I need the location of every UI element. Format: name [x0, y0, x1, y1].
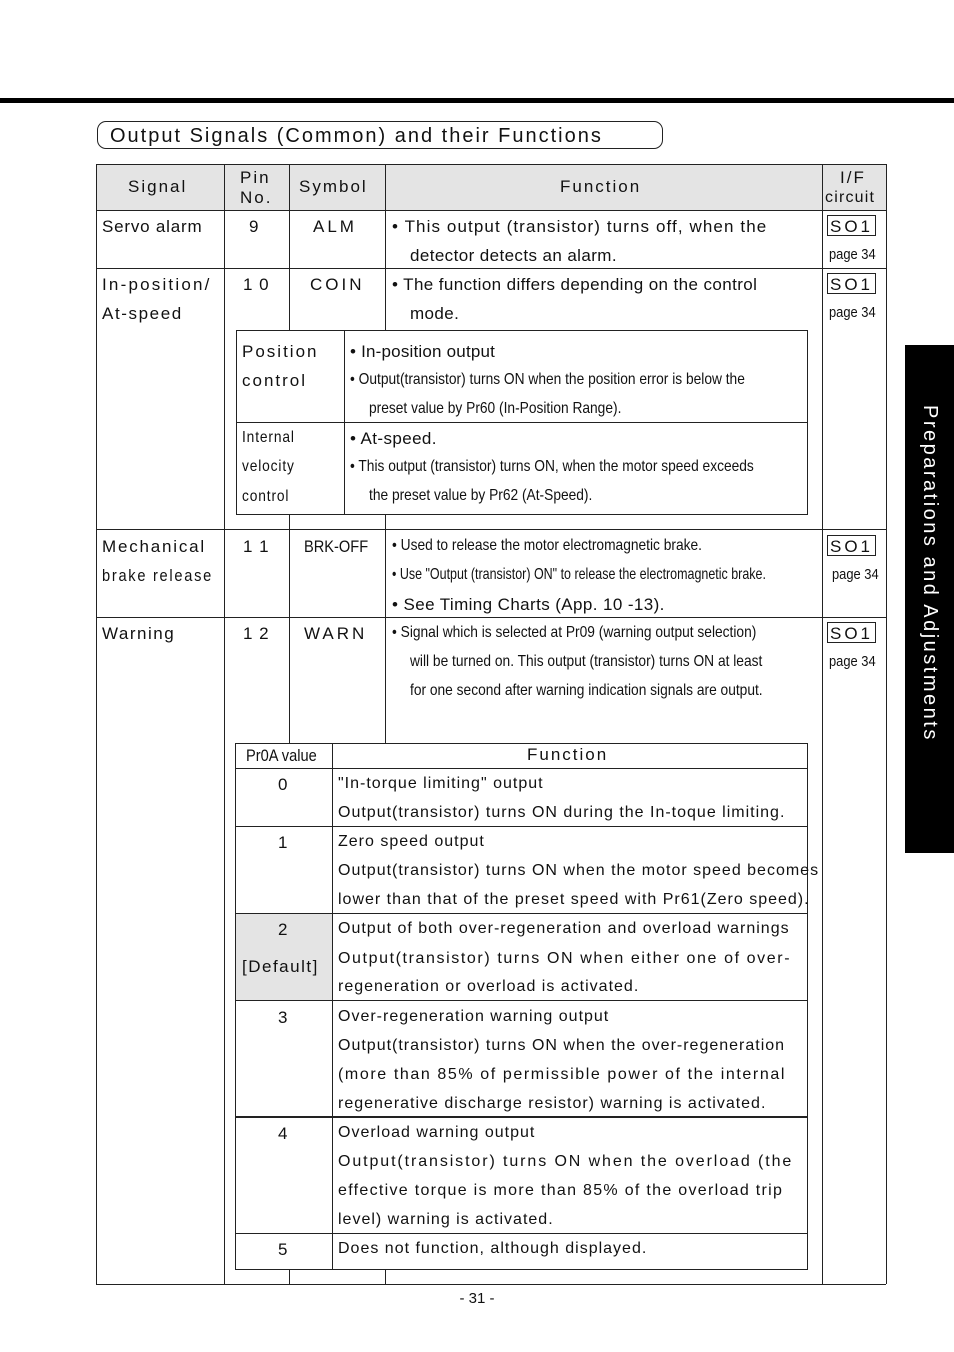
- row-divider: [96, 268, 886, 269]
- mode-description: • This output (transistor) turns ON, when the motor speed exceeds: [350, 458, 754, 475]
- warning-description: Zero speed output: [338, 833, 485, 850]
- warning-description: level) warning is activated.: [338, 1211, 554, 1228]
- warning-row-divider: [235, 1000, 808, 1001]
- table-border-right: [886, 164, 887, 1284]
- circuit-ref-box[interactable]: SO1: [827, 622, 876, 643]
- signal-name: At-speed: [102, 304, 183, 323]
- warning-description: Output(transistor) turns ON during the In-toque limiting.: [338, 804, 786, 821]
- signal-name: Warning: [102, 624, 176, 643]
- row-divider: [96, 617, 886, 618]
- header-pin-no: No.: [240, 188, 273, 207]
- function-text: for one second after warning indication signals are output.: [410, 682, 763, 699]
- circuit-ref-box[interactable]: SO1: [827, 215, 876, 236]
- warning-description: Output(transistor) turns ON when either one of over-: [338, 950, 792, 967]
- circuit-ref-box[interactable]: SO1: [827, 273, 876, 294]
- function-text: • Use "Output (transistor) ON" to release the electromagnetic brake.: [392, 566, 766, 583]
- warning-description: effective torque is more than 85% of the overload trip: [338, 1182, 784, 1199]
- pin-number: 1 2: [243, 624, 270, 643]
- top-rule: [0, 98, 954, 103]
- mode-title: • At-speed.: [350, 429, 437, 448]
- control-mode-label: velocity: [242, 458, 295, 475]
- table-border-top: [96, 164, 886, 165]
- function-text: mode.: [410, 304, 460, 323]
- mode-row-divider: [236, 422, 808, 423]
- signal-name: brake release: [102, 566, 213, 585]
- warning-row-divider: [235, 913, 808, 914]
- signal-symbol: COIN: [310, 275, 365, 294]
- col-divider-signal: [224, 164, 225, 1284]
- col-divider-symbol: [385, 529, 386, 743]
- header-function: Function: [560, 177, 642, 196]
- warning-row-divider: [235, 768, 808, 769]
- mode-description: the preset value by Pr62 (At-Speed).: [369, 487, 593, 504]
- warning-description: Output(transistor) turns ON when the motor speed becomes: [338, 862, 820, 879]
- warning-col-divider: [332, 743, 333, 1270]
- warning-row-divider: [235, 826, 808, 827]
- warning-description: Output of both over-regeneration and overload warnings: [338, 920, 790, 937]
- header-symbol: Symbol: [299, 177, 368, 196]
- default-label: [Default]: [242, 957, 319, 976]
- signal-symbol: WARN: [304, 624, 368, 643]
- warning-row-divider: [235, 1116, 808, 1118]
- signal-name: Mechanical: [102, 537, 206, 556]
- warning-header-value: Pr0A value: [246, 746, 317, 765]
- table-border-left: [96, 164, 97, 1284]
- signal-symbol: BRK-OFF: [304, 537, 369, 556]
- function-text: • See Timing Charts (App. 10 -13).: [392, 595, 665, 614]
- warning-description: Output(transistor) turns ON when the over-regeneration: [338, 1037, 786, 1054]
- warning-row-divider: [235, 1233, 808, 1234]
- function-text: • Signal which is selected at Pr09 (warning output selection): [392, 624, 757, 641]
- mode-description: • Output(transistor) turns ON when the position error is below the: [350, 371, 745, 388]
- function-text: will be turned on. This output (transistor) turns ON at least: [410, 653, 763, 670]
- col-divider-circuit: [822, 164, 823, 1284]
- signal-symbol: ALM: [313, 217, 357, 236]
- circuit-page-link[interactable]: page 34: [829, 304, 876, 321]
- function-text: • Used to release the motor electromagnetic brake.: [392, 537, 702, 554]
- header-if: I/F: [840, 168, 866, 187]
- col-divider-pin: [289, 1270, 290, 1284]
- warning-value: 0: [278, 775, 288, 794]
- signal-name: In-position/: [102, 275, 212, 294]
- warning-value: 4: [278, 1124, 288, 1143]
- header-pin: Pin: [240, 168, 271, 187]
- circuit-page-link[interactable]: page 34: [829, 246, 876, 263]
- col-divider-symbol: [385, 1270, 386, 1284]
- function-text: • The function differs depending on the control: [392, 275, 758, 294]
- control-mode-label: Internal: [242, 429, 295, 446]
- warning-value: 5: [278, 1240, 288, 1259]
- pin-number: 9: [249, 217, 259, 236]
- pin-number: 1 1: [243, 537, 270, 556]
- header-divider: [96, 210, 886, 211]
- warning-description: "In-torque limiting" output: [338, 775, 544, 792]
- warning-description: Over-regeneration warning output: [338, 1008, 610, 1025]
- page-number: - 31 -: [459, 1290, 495, 1307]
- warning-value: 3: [278, 1008, 288, 1027]
- warning-description: Output(transistor) turns ON when the overload (the: [338, 1153, 794, 1170]
- header-signal: Signal: [128, 177, 188, 196]
- table-header-background: [97, 165, 886, 210]
- warning-description: Does not function, although displayed.: [338, 1240, 648, 1257]
- section-title: Output Signals (Common) and their Functions: [97, 121, 663, 149]
- pin-number: 1 0: [243, 275, 270, 294]
- warning-description: lower than that of the preset speed with Pr61(Zero speed).: [338, 891, 810, 908]
- mode-description: preset value by Pr60 (In-Position Range).: [369, 400, 622, 417]
- warning-description: Overload warning output: [338, 1124, 536, 1141]
- function-text: detector detects an alarm.: [410, 246, 617, 265]
- function-text: • This output (transistor) turns off, when the: [392, 217, 768, 236]
- chapter-side-tab: [905, 345, 954, 853]
- warning-description: regeneration or overload is activated.: [338, 978, 640, 995]
- circuit-page-link[interactable]: page 34: [832, 566, 879, 583]
- table-border-bottom: [96, 1284, 886, 1285]
- row-divider: [96, 529, 886, 530]
- control-mode-label: control: [242, 488, 290, 505]
- warning-value: 2: [278, 920, 288, 939]
- warning-description: regenerative discharge resistor) warning is activated.: [338, 1095, 767, 1112]
- control-mode-label: control: [242, 371, 308, 390]
- signal-name: Servo alarm: [102, 217, 203, 236]
- col-divider-pin: [289, 529, 290, 743]
- circuit-page-link[interactable]: page 34: [829, 653, 876, 670]
- warning-header-function: Function: [527, 745, 609, 764]
- mode-title: • In-position output: [350, 342, 496, 361]
- circuit-ref-box[interactable]: SO1: [827, 535, 876, 556]
- warning-value: 1: [278, 833, 288, 852]
- header-circuit: circuit: [825, 189, 876, 206]
- chapter-side-tab-label: Preparations and Adjustments: [919, 405, 941, 742]
- control-mode-label: Position: [242, 342, 319, 361]
- warning-description: (more than 85% of permissible power of the internal: [338, 1066, 787, 1083]
